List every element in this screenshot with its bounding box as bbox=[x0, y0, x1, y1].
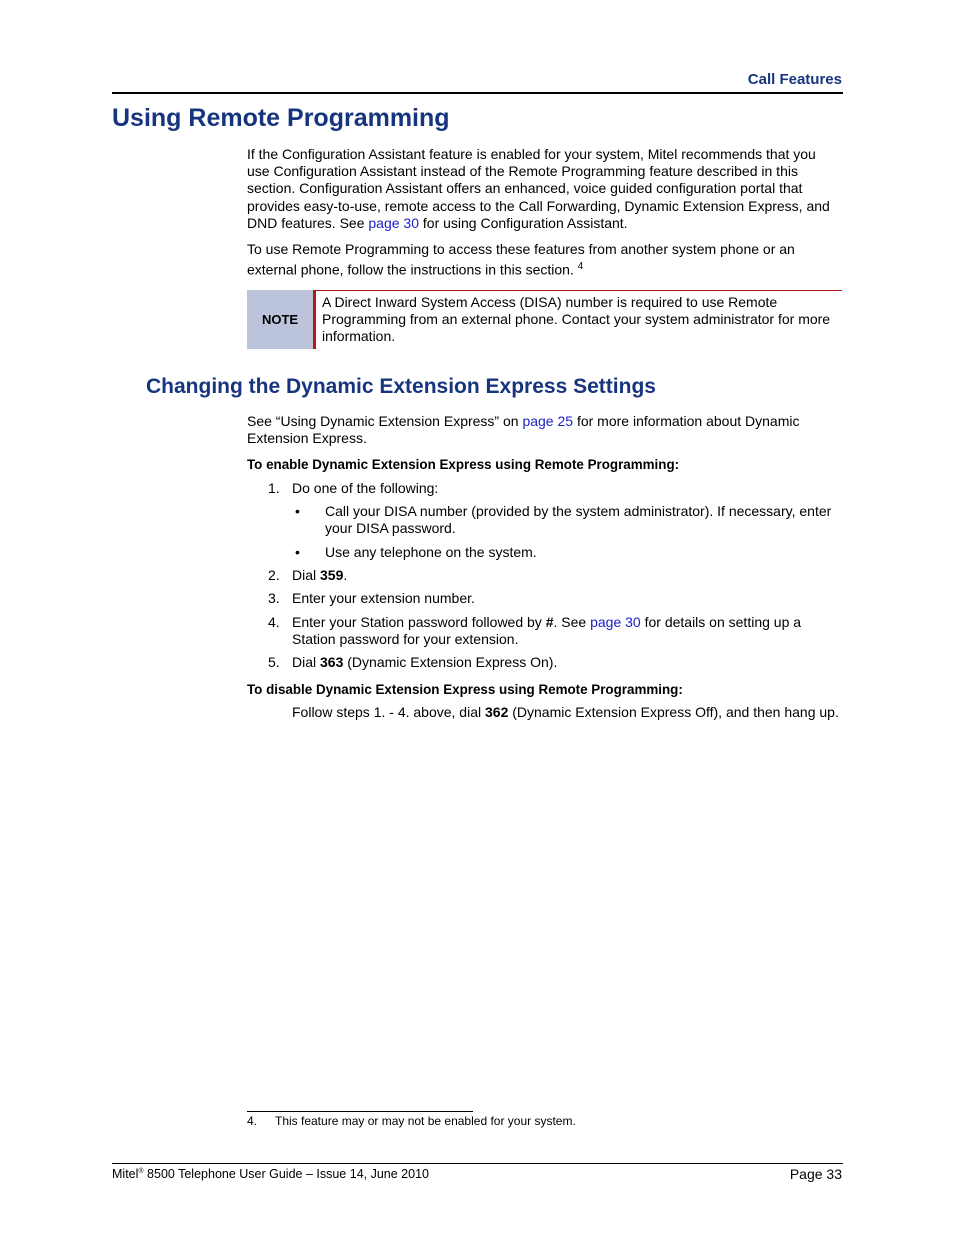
footer-guide-text: 8500 Telephone User Guide – Issue 14, June 2010 bbox=[143, 1167, 429, 1181]
disable-procedure-heading: To disable Dynamic Extension Express using Remote Programming: bbox=[247, 682, 683, 697]
footnote-number: 4. bbox=[247, 1114, 258, 1128]
section2-intro-end: for more information about Dynamic Extension Express. bbox=[247, 413, 800, 447]
page-number: Page 33 bbox=[789, 1166, 842, 1182]
note-text: A Direct Inward System Access (DISA) number is required to use Remote Programming from an external phone. Contact your system administrator for more information. bbox=[322, 294, 831, 344]
header-rule bbox=[112, 92, 843, 94]
link-page-30[interactable]: page 30 bbox=[590, 614, 641, 630]
step-number: 5. bbox=[268, 654, 280, 670]
step-text bbox=[292, 567, 842, 584]
disable-instructions bbox=[292, 704, 842, 721]
step-text-part: Dial bbox=[292, 654, 321, 670]
footnote-rule bbox=[247, 1111, 473, 1112]
link-page-30[interactable]: page 30 bbox=[368, 214, 419, 231]
step-text-part: . See bbox=[553, 614, 591, 630]
intro-p1-end: for using Configuration Assistant. bbox=[419, 214, 628, 231]
footnote-ref[interactable]: 4 bbox=[577, 261, 584, 273]
section-heading: Changing the Dynamic Extension Express Settings bbox=[146, 375, 656, 398]
section2-intro bbox=[247, 413, 842, 447]
note-label-text: NOTE bbox=[261, 312, 299, 327]
intro-p2-text: To use Remote Programming to access these features from another system phone or an external phone, follow the instructions in this section. bbox=[247, 241, 795, 278]
enable-procedure-heading: To enable Dynamic Extension Express using Remote Programming: bbox=[247, 457, 680, 472]
step-text: Do one of the following: bbox=[292, 480, 439, 496]
page-title: Using Remote Programming bbox=[112, 104, 450, 132]
step-text-part: . bbox=[343, 567, 348, 583]
link-page-25[interactable]: page 25 bbox=[522, 413, 574, 429]
step-text-part: Follow steps 1. - 4. above, dial bbox=[292, 704, 485, 720]
footer-brand: Mitel bbox=[112, 1167, 139, 1181]
registered-mark: ® bbox=[138, 1167, 144, 1175]
dial-code: 363 bbox=[320, 654, 344, 670]
step-text-part: (Dynamic Extension Express On). bbox=[343, 654, 558, 670]
step-text-part: for details on setting up a Station password for your extension. bbox=[292, 614, 802, 648]
intro-paragraph-2 bbox=[247, 241, 842, 279]
step-number: 3. bbox=[268, 590, 280, 606]
hash-key: # bbox=[545, 614, 554, 630]
step-number: 4. bbox=[268, 614, 280, 630]
note-accent-bar bbox=[313, 290, 316, 349]
intro-p1-text: If the Configuration Assistant feature is enabled for your system, Mitel recommends that you use Configuration Assistant instead of the Remote Programming feature described in this section. Configuration Assistant offers an enhanced, voice guided configuration portal that provides easy-to-use, remote access to the Call Forwarding, Dynamic Extension Express, and DND features. See bbox=[247, 146, 830, 231]
note-label bbox=[247, 290, 313, 349]
dial-code: 362 bbox=[485, 704, 509, 720]
note-top-rule bbox=[316, 290, 842, 291]
footnote-text: This feature may or may not be enabled for your system. bbox=[275, 1114, 576, 1128]
step-number: 1. bbox=[268, 480, 280, 496]
step-text-part: Dial bbox=[292, 567, 321, 583]
step-text-part: Enter your Station password followed by bbox=[292, 614, 546, 630]
bullet-text: Use any telephone on the system. bbox=[325, 544, 537, 560]
step-text-part: (Dynamic Extension Express Off), and then hang up. bbox=[508, 704, 839, 720]
section2-intro-text: See “Using Dynamic Extension Express” on bbox=[247, 413, 523, 429]
step-text: Enter your extension number. bbox=[292, 590, 475, 606]
footer-guide-title bbox=[112, 1167, 429, 1181]
intro-paragraph-1 bbox=[247, 146, 842, 232]
footer-rule bbox=[112, 1163, 843, 1164]
dial-code: 359 bbox=[320, 567, 344, 583]
step-text bbox=[292, 614, 842, 648]
step-text bbox=[292, 654, 842, 671]
running-header: Call Features bbox=[747, 71, 842, 88]
bullet-icon: • bbox=[295, 503, 300, 519]
step-number: 2. bbox=[268, 567, 280, 583]
bullet-text: Call your DISA number (provided by the system administrator). If necessary, enter your DISA password. bbox=[325, 503, 832, 537]
bullet-icon: • bbox=[295, 544, 300, 560]
